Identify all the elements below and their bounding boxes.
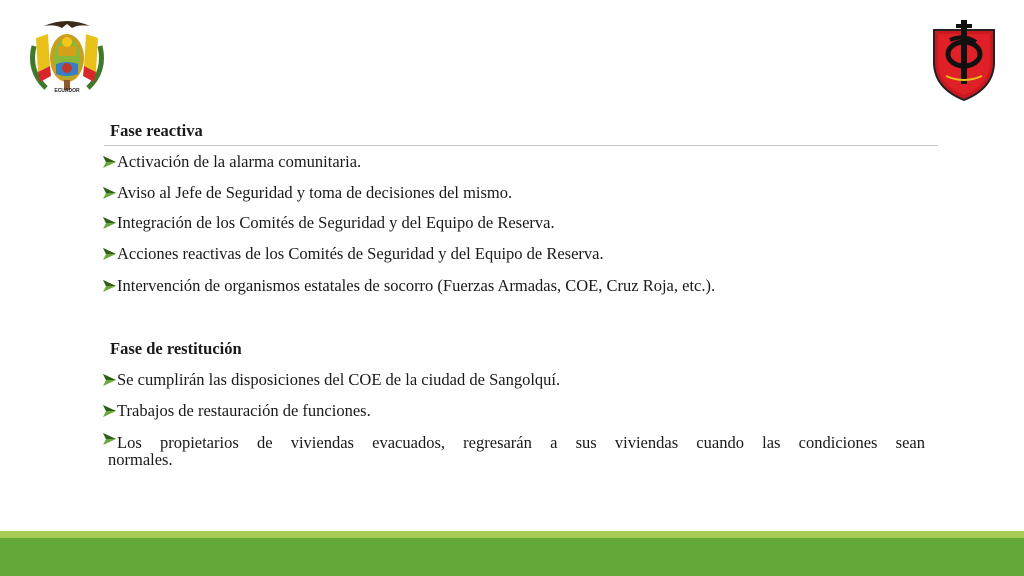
arrow-bullet-icon [103, 156, 116, 167]
arrow-bullet-icon [103, 280, 116, 291]
list-item: Intervención de organismos estatales de socorro (Fuerzas Armadas, COE, Cruz Roja, etc.). [103, 276, 925, 295]
list-item: Activación de la alarma comunitaria. [103, 152, 925, 171]
footer-bar-dark [0, 538, 1024, 576]
list-item: Trabajos de restauración de funciones. [103, 401, 925, 420]
list-item: Integración de los Comités de Seguridad y del Equipo de Reserva. [103, 213, 925, 232]
list-item: Acciones reactivas de los Comités de Seguridad y del Equipo de Reserva. [103, 244, 925, 263]
list-item: Los propietarios de viviendas evacuados, regresarán a sus viviendas cuando las condiciones sean normales. [103, 433, 925, 469]
arrow-bullet-icon [103, 374, 116, 385]
list-item: Se cumplirán las disposiciones del COE de la ciudad de Sangolquí. [103, 370, 925, 389]
ecuador-coat-of-arms-logo [24, 16, 110, 104]
list-item: Aviso al Jefe de Seguridad y toma de decisiones del mismo. [103, 183, 925, 202]
logo-caption: ECUADOR [54, 88, 80, 94]
arrow-bullet-icon [103, 248, 116, 259]
arrow-bullet-icon [103, 217, 116, 228]
arrow-bullet-icon [103, 187, 116, 198]
footer-bar-light [0, 531, 1024, 538]
red-shield-emblem-logo [928, 16, 1000, 102]
title-divider [104, 145, 938, 146]
heading-fase-reactiva: Fase reactiva [110, 121, 203, 140]
heading-fase-restitucion: Fase de restitución [110, 339, 242, 358]
arrow-bullet-icon [103, 405, 116, 416]
